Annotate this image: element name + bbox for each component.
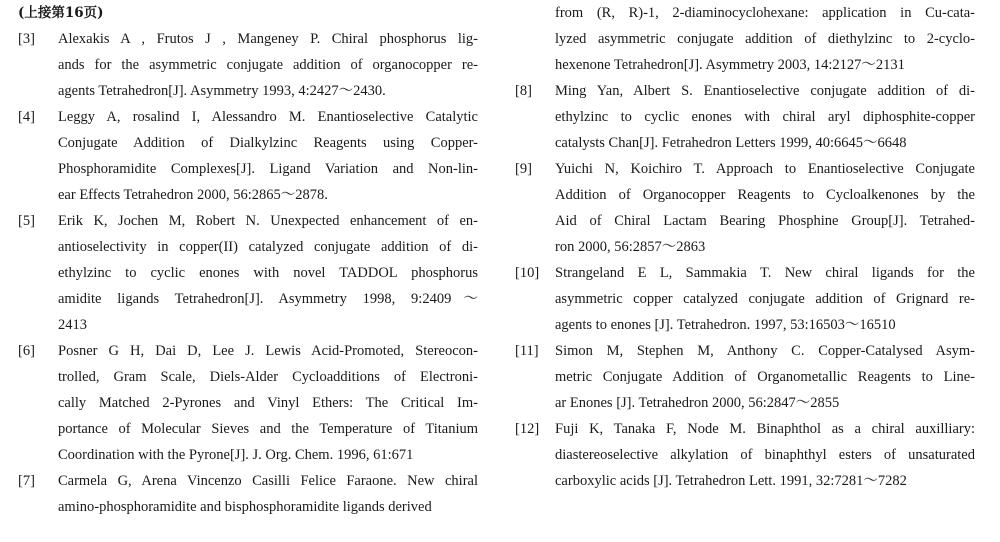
reference-entry	[515, 156, 975, 260]
reference-line: ear Effects Tetrahedron 2000, 56:2865～2878.	[58, 187, 328, 203]
reference-line: Simon M, Stephen M, Anthony C. Copper-Catalysed Asym-	[555, 343, 975, 359]
reference-entry	[18, 338, 478, 468]
reference-line: amidite ligands Tetrahedron[J]. Asymmetry 1998, 9:2409～	[58, 291, 478, 307]
reference-text	[58, 104, 478, 208]
reference-entry	[18, 208, 478, 338]
reference-line: ron 2000, 56:2857～2863	[555, 239, 706, 255]
reference-number: [5]	[18, 213, 35, 229]
reference-line: Coordination with the Pyrone[J]. J. Org. Chem. 1996, 61:671	[58, 447, 414, 463]
reference-line: Addition of Organocopper Reagents to Cycloalkenones by the	[555, 187, 975, 203]
reference-text	[58, 338, 478, 468]
reference-line: Ming Yan, Albert S. Enantioselective conjugate addition of di-	[555, 83, 975, 99]
reference-line: ands for the asymmetric conjugate addition of organocopper re-	[58, 57, 478, 73]
reference-line: agents Tetrahedron[J]. Asymmetry 1993, 4:2427～2430.	[58, 83, 386, 99]
reference-entry	[515, 416, 975, 494]
reference-number: [7]	[18, 473, 35, 489]
reference-7-continuation	[515, 0, 975, 78]
reference-text	[555, 338, 975, 416]
reference-number: [6]	[18, 343, 35, 359]
reference-line: Aid of Chiral Lactam Bearing Phosphine Group[J]. Tetrahed-	[555, 213, 975, 229]
right-column	[515, 0, 975, 494]
reference-line: Phosphoramidite Complexes[J]. Ligand Variation and Non-lin-	[58, 161, 478, 177]
reference-line: Strangeland E L, Sammakia T. New chiral ligands for the	[555, 265, 975, 281]
continuation-header: (上接第16页)	[18, 5, 104, 21]
reference-line: Conjugate Addition of Dialkylzinc Reagents using Copper-	[58, 135, 478, 151]
reference-line: ethylzinc to cyclic enones with chiral aryl diphosphite-copper	[555, 109, 975, 125]
reference-entry	[18, 104, 478, 208]
reference-line: Posner G H, Dai D, Lee J. Lewis Acid-Promoted, Stereocon-	[58, 343, 478, 359]
reference-line: Leggy A, rosalind I, Alessandro M. Enantioselective Catalytic	[58, 109, 478, 125]
reference-entry	[515, 78, 975, 156]
reference-entry	[18, 468, 478, 520]
reference-line: agents to enones [J]. Tetrahedron. 1997, 53:16503～16510	[555, 317, 896, 333]
reference-line: 2413	[58, 317, 87, 333]
reference-text	[555, 416, 975, 494]
reference-number: [9]	[515, 161, 532, 177]
reference-line: catalysts Chan[J]. Fetrahedron Letters 1999, 40:6645～6648	[555, 135, 907, 151]
reference-text	[58, 468, 478, 520]
reference-number: [8]	[515, 83, 532, 99]
reference-line: portance of Molecular Sieves and the Temperature of Titanium	[58, 421, 478, 437]
reference-number: [3]	[18, 31, 35, 47]
reference-text	[58, 26, 478, 104]
reference-line: metric Conjugate Addition of Organometallic Reagents to Line-	[555, 369, 975, 385]
reference-entry	[515, 338, 975, 416]
reference-line: antioselectivity in copper(II) catalyzed conjugate addition of di-	[58, 239, 478, 255]
reference-number: [11]	[515, 343, 539, 359]
reference-line: amino-phosphoramidite and bisphosphoramidite ligands derived	[58, 499, 432, 515]
reference-line: lyzed asymmetric conjugate addition of diethylzinc to 2-cyclo-	[555, 31, 975, 47]
reference-line: cally Matched 2-Pyrones and Vinyl Ethers: The Critical Im-	[58, 395, 478, 411]
reference-line: hexenone Tetrahedron[J]. Asymmetry 2003, 14:2127～2131	[555, 57, 905, 73]
reference-line: diastereoselective alkylation of binaphthyl esters of unsaturated	[555, 447, 975, 463]
reference-number: [4]	[18, 109, 35, 125]
reference-line: Yuichi N, Koichiro T. Approach to Enantioselective Conjugate	[555, 161, 975, 177]
reference-line: Erik K, Jochen M, Robert N. Unexpected enhancement of en-	[58, 213, 478, 229]
reference-entry	[515, 260, 975, 338]
reference-text	[58, 208, 478, 338]
reference-number: [10]	[515, 265, 540, 281]
reference-text	[555, 78, 975, 156]
left-column	[18, 0, 478, 520]
reference-number: [12]	[515, 421, 540, 437]
reference-line: ethylzinc to cyclic enones with novel TADDOL phosphorus	[58, 265, 478, 281]
reference-line: asymmetric copper catalyzed conjugate addition of Grignard re-	[555, 291, 975, 307]
left-reference-list	[18, 26, 478, 520]
right-reference-list	[515, 78, 975, 494]
reference-entry	[18, 26, 478, 104]
reference-line: trolled, Gram Scale, Diels-Alder Cycloadditions of Electroni-	[58, 369, 478, 385]
reference-line: carboxylic acids [J]. Tetrahedron Lett. 1991, 32:7281～7282	[555, 473, 907, 489]
reference-line: Carmela G, Arena Vincenzo Casilli Felice Faraone. New chiral	[58, 473, 478, 489]
reference-line: ar Enones [J]. Tetrahedron 2000, 56:2847～2855	[555, 395, 840, 411]
reference-line: Alexakis A , Frutos J , Mangeney P. Chiral phosphorus lig-	[58, 31, 478, 47]
reference-line: Fuji K, Tanaka F, Node M. Binaphthol as a chiral auxilliary:	[555, 421, 975, 437]
reference-text	[555, 156, 975, 260]
reference-text	[555, 260, 975, 338]
reference-line: from (R, R)-1, 2-diaminocyclohexane: application in Cu-cata-	[555, 5, 975, 21]
